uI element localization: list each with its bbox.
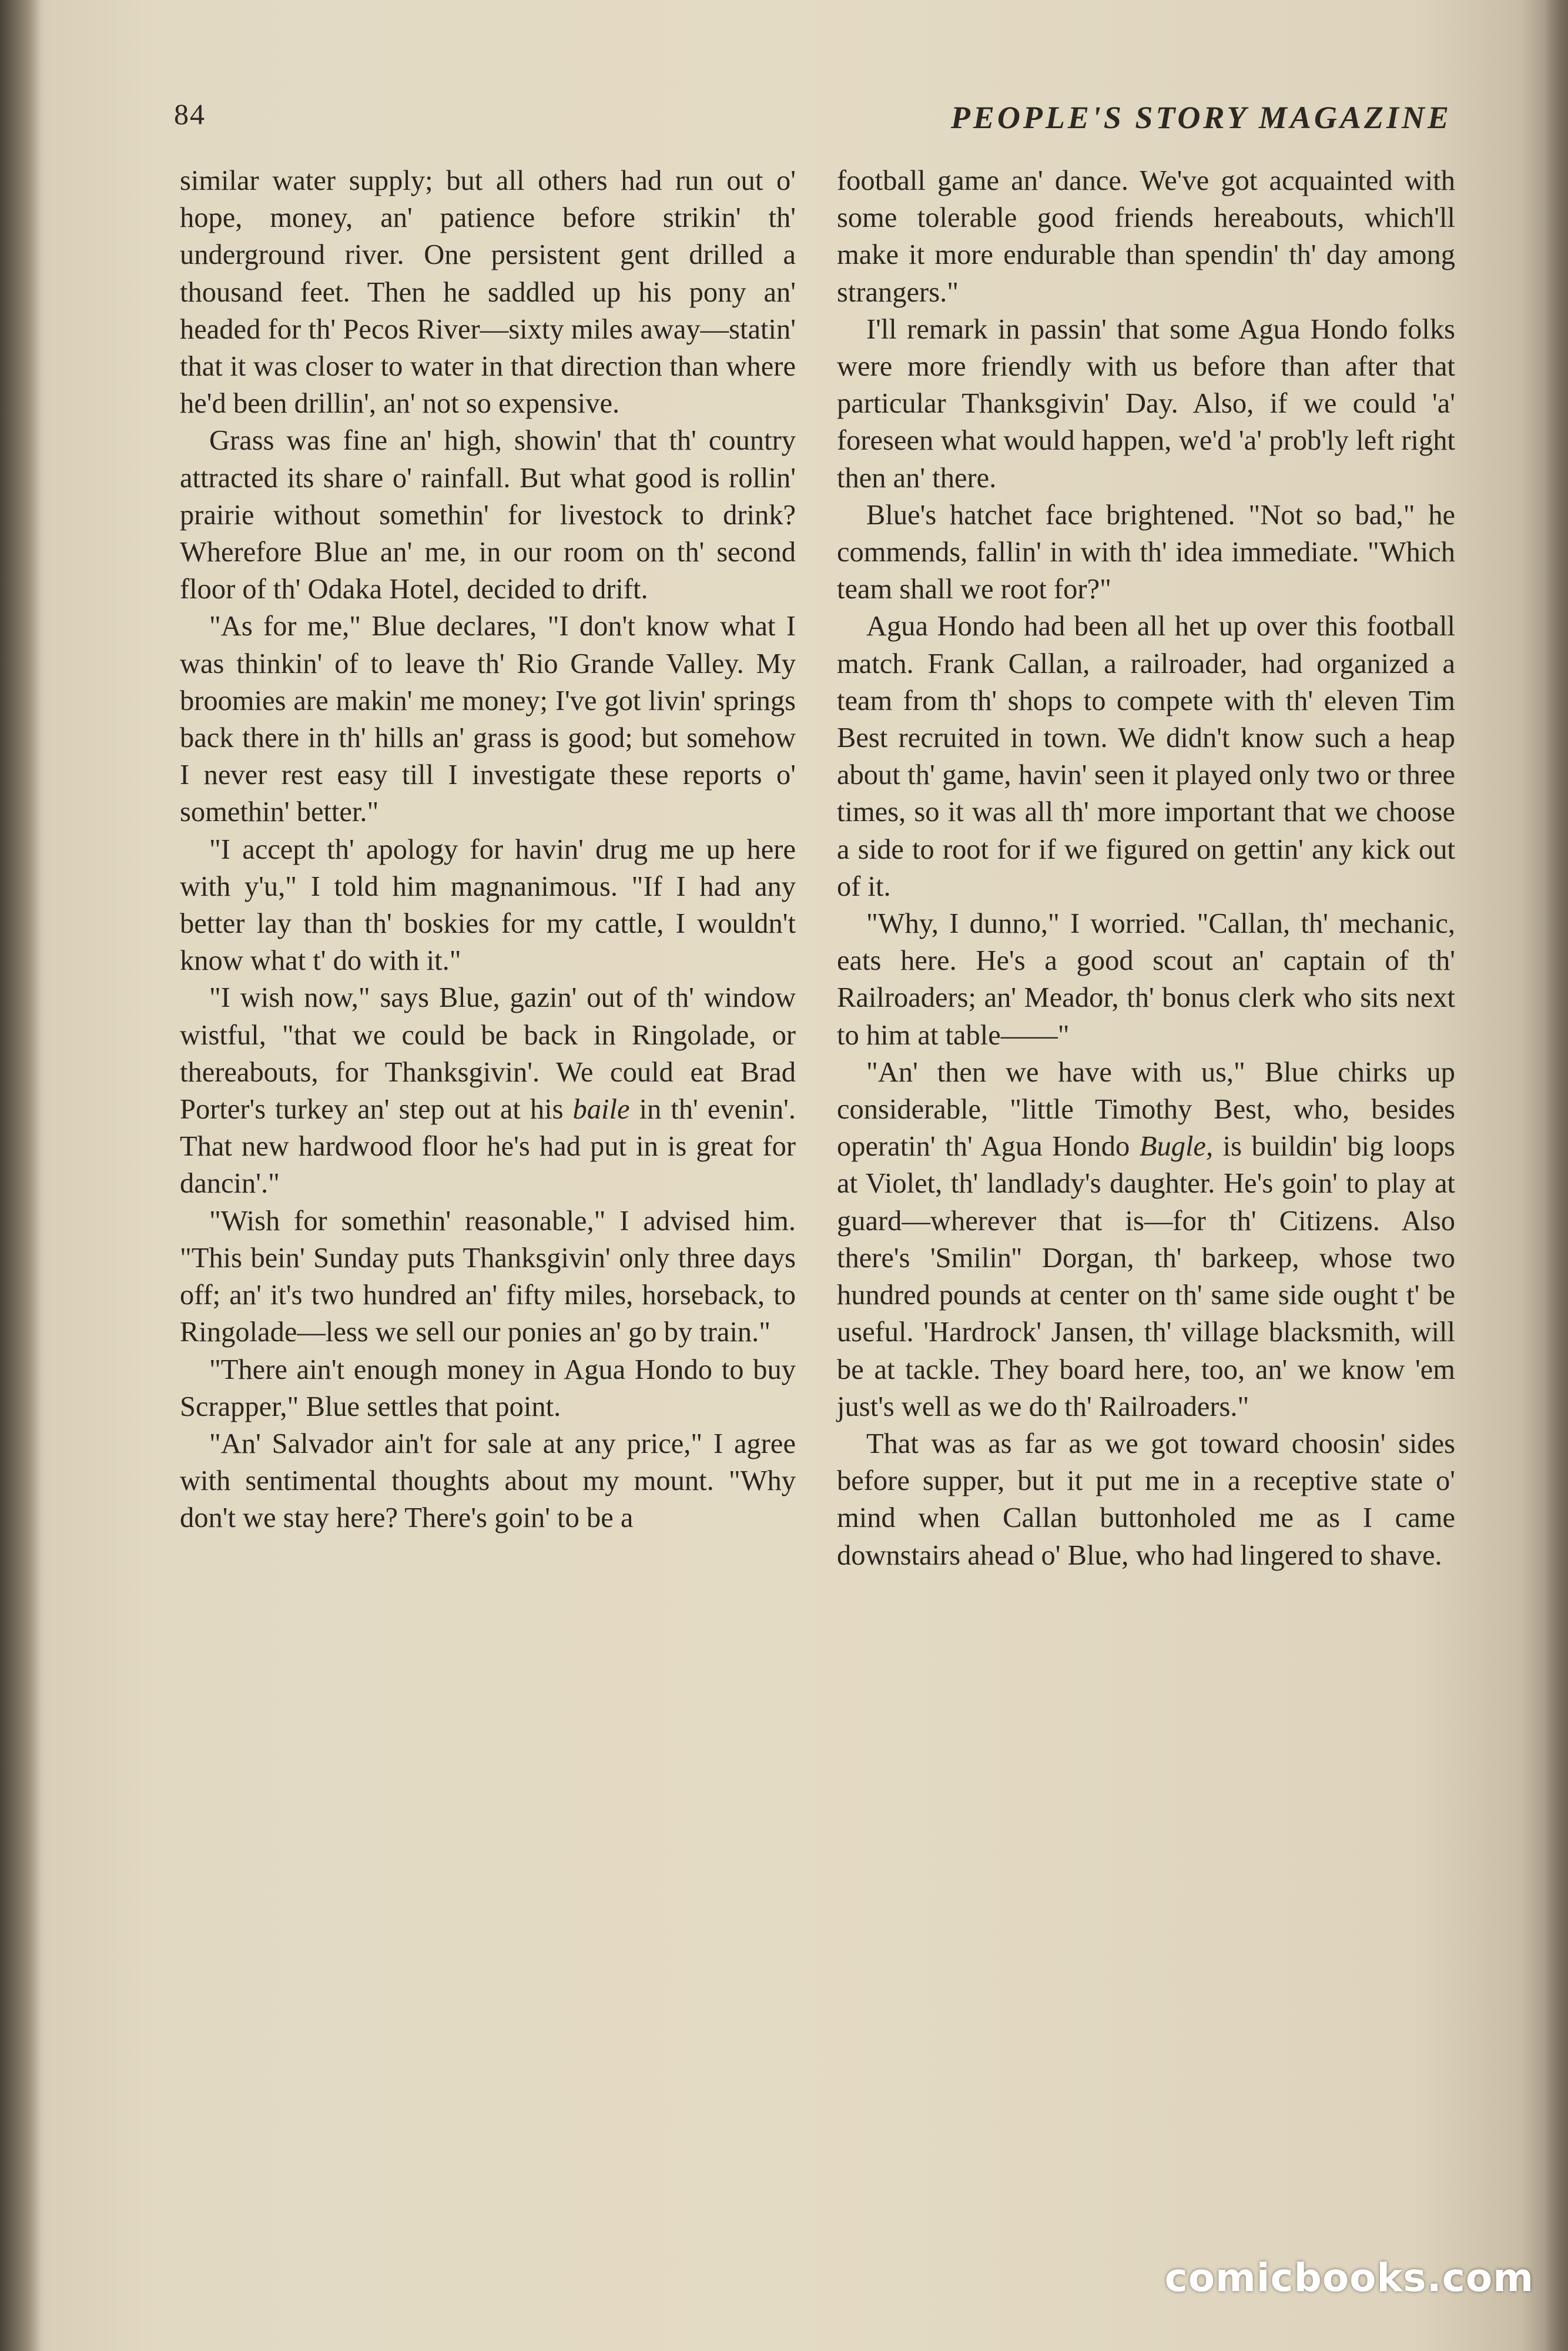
running-head: PEOPLE'S STORY MAGAZINE bbox=[950, 100, 1452, 135]
page-header bbox=[0, 97, 1568, 150]
paragraph: That was as far as we got toward choosin' sides before supper, but it put me in a receptive state o' mind when Callan buttonholed me as I came downstairs ahead o' Blue, who had lingered to shave. bbox=[837, 1428, 1455, 1571]
paragraph-text: is buildin' big loops at Violet, th' landlady's daughter. He's goin' to play at guard—wherever that is—for th' Citizens. Also there's 'Smilin'' Dorgan, th' barkeep, whose two hundred pounds at center on th' same side ought t' be useful. 'Hardrock' Jansen, th' village blacksmith, will be at tackle. They board here, too, an' we know 'em just's well as we do th' Railroaders." bbox=[837, 1131, 1455, 1422]
paragraph: football game an' dance. We've got acquainted with some tolerable good friends hereabouts, which'll make it more endurable than spendin' th' day among strangers." bbox=[837, 165, 1455, 308]
paragraph bbox=[180, 979, 796, 1202]
paragraph: "Wish for somethin' reasonable," I advised him. "This bein' Sunday puts Thanksgivin' only three days off; an' it's two hundred an' fifty miles, horseback, to Ringolade—less we sell our ponies an' go by train." bbox=[180, 1205, 796, 1348]
paragraph-text: "I wish now," says Blue, gazin' out of th' window wistful, "that we could be back in Ringolade, or thereabouts, for Thanksgivin'. We could eat Brad Porter's turkey an' step out at his bbox=[180, 982, 796, 1126]
page-edge-shadow bbox=[1544, 0, 1568, 2351]
page-number: 84 bbox=[174, 98, 206, 130]
paragraph: Grass was fine an' high, showin' that th' country attracted its share o' rainfall. But what good is rollin' prairie without somethin' for livestock to drink? Wherefore Blue an' me, in our room on th' second floor of th' Odaka Hotel, decided to drift. bbox=[180, 425, 796, 605]
left-column bbox=[180, 162, 796, 1537]
paragraph bbox=[837, 1054, 1455, 1425]
italic-word: Bugle, bbox=[1139, 1131, 1214, 1163]
paragraph: "As for me," Blue declares, "I don't know what I was thinkin' of to leave th' Rio Grande Valley. My broomies are makin' me money; I've got livin' springs back there in th' hills an' grass is good; but somehow I never rest easy till I investigate these reports o' somethin' better." bbox=[180, 611, 796, 828]
paragraph: "There ain't enough money in Agua Hondo to buy Scrapper," Blue settles that point. bbox=[180, 1354, 796, 1422]
paragraph-text: in th' evenin'. That new hardwood floor he's had put in is great for dancin'." bbox=[180, 1094, 796, 1200]
spine-shadow bbox=[0, 0, 41, 2351]
paragraph-text: "An' then we have with us," Blue chirks up considerable, "little Timothy Best, who, besides operatin' th' Agua Hondo bbox=[837, 1056, 1455, 1163]
right-column bbox=[837, 162, 1455, 1574]
paragraph: "I accept th' apology for havin' drug me up here with y'u," I told him magnanimous. "If I had any better lay than th' boskies for my cattle, I wouldn't know what t' do with it." bbox=[180, 833, 796, 977]
paragraph: "An' Salvador ain't for sale at any price," I agree with sentimental thoughts about my mount. "Why don't we stay here? There's goin' to be a bbox=[180, 1428, 796, 1534]
paragraph: similar water supply; but all others had run out o' hope, money, an' patience before strikin' th' underground river. One persistent gent drilled a thousand feet. Then he saddled up his pony an' headed for th' Pecos River—sixty miles away—statin' that it was closer to water in that direction than where he'd been drillin', an' not so expensive. bbox=[180, 165, 796, 420]
watermark: comicbooks.com bbox=[1164, 2255, 1534, 2300]
paragraph: I'll remark in passin' that some Agua Hondo folks were more friendly with us before than after that particular Thanksgivin' Day. Also, if we could 'a' foreseen what would happen, we'd 'a' prob'ly left right then an' there. bbox=[837, 313, 1455, 494]
paragraph: Blue's hatchet face brightened. "Not so bad," he commends, fallin' in with th' idea immediate. "Which team shall we root for?" bbox=[837, 499, 1455, 605]
italic-word: baile bbox=[572, 1094, 630, 1126]
paragraph: "Why, I dunno," I worried. "Callan, th' mechanic, eats here. He's a good scout an' captain of th' Railroaders; an' Meador, th' bonus clerk who sits next to him at table——" bbox=[837, 908, 1455, 1051]
paragraph: Agua Hondo had been all het up over this football match. Frank Callan, a railroader, had organized a team from th' shops to compete with th' eleven Tim Best recruited in town. We didn't know such a heap about th' game, havin' seen it played only two or three times, so it was all th' more important that we choose a side to root for if we figured on gettin' any kick out of it. bbox=[837, 611, 1455, 902]
